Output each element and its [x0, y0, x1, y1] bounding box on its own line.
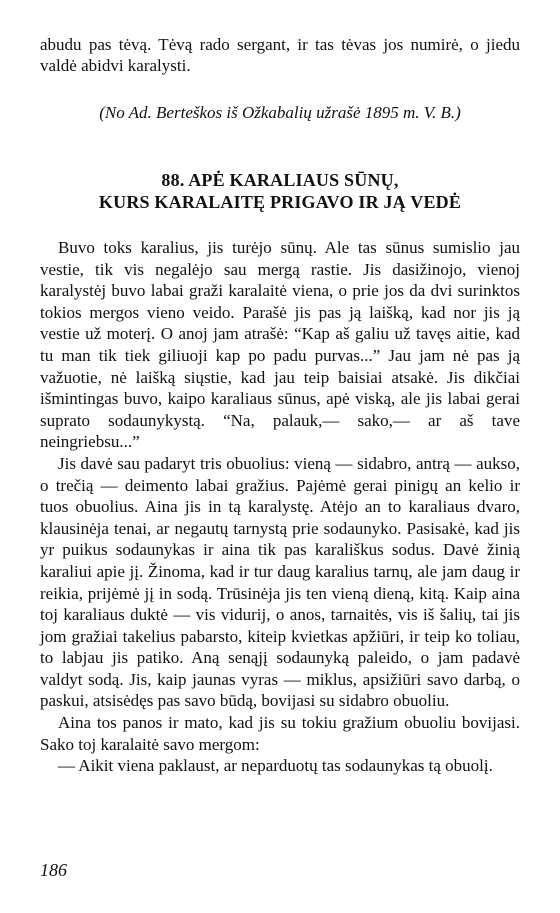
story-paragraph: Buvo toks karalius, jis turėjo sūnų. Ale tas sūnus sumislio jau vestie, tik vis negalėjo sau mergą rastie. Jis dasižinojo, vienoj karalystėj buvo labai graži karalaitė viena, o prie jos da dvi surinktos tokios mergos vieno veido. Parašė jis pas ją laišką, kad nor jis ją vestie už moterį. O anoj jam atrašė: “Kap aš galiu už tavęs aitie, kad tu man tik tiek giliuoji kap po padu purvas...” Jau jam nė pas ją važuotie, nė laišką siųstie, kad jau teip baisiai atsakė. Jis dikčiai išmintingas buvo, kaipo karaliaus sūnus, apė viską, ale jis labai gerai suprato sodaunykystą. “Na, palauk,— sako,— ar aš tave neingriebsu...” [40, 238, 520, 452]
story-title [40, 169, 520, 213]
story-paragraph: Jis davė sau padaryt tris obuolius: vieną — sidabro, antrą — aukso, o trečią — deimento labai gražius. Pajėmė gerai pinigų an kelio ir tuos obuolius. Aina jis in tą karalystę. Atėjo an to karaliaus dvaro, klausinėja tenai, ar negautų tarnystą prie sodaunyko. Pasisakė, kad jis yr puikus sodaunykas ir aina tik pas karališkus sodus. Davė žinią karaliui apie jį. Žinoma, kad ir tur daug karalius tarnų, ale jam daug ir reikia, prijėmė jį in sodą. Trūsinėja jis ten vieną dieną, kitą. Kaip aina toj karaliaus duktė — vis vidurij, o anos, tarnaitės, vis iš šalių, tai jis jom gražiai takelius pabarsto, kiteip kvietkas apžiūri, ir teip ko toliau, to labjau jis patiko. Aną senąjį sodaunyką paleido, o jam padavė valdyt sodą. Jis, kaip jaunas vyras — miklus, apsižiūri savo darbą, o paskui, atsisėdęs pas savo būdą, bovijasi su sidabro obuoliu. [40, 453, 520, 711]
source-note: (No Ad. Berteškos iš Ožkabalių užrašė 1895 m. V. B.) [99, 103, 461, 122]
story-paragraph: Aina tos panos ir mato, kad jis su tokiu gražium obuoliu bovijasi. Sako toj karalaitė savo mergom: [40, 713, 520, 754]
story-title-line-1: 88. APĖ KARALIAUS SŪNŲ, [161, 170, 399, 190]
continuation-paragraph: abudu pas tėvą. Tėvą rado sergant, ir tas tėvas jos numirė, o jiedu valdė abidvi karalysti. [40, 35, 520, 75]
book-page [40, 34, 520, 777]
story-paragraph: — Aikit viena paklaust, ar neparduotų tas sodaunykas tą obuolį. [58, 756, 493, 776]
story-title-line-2: KURS KARALAITĘ PRIGAVO IR JĄ VEDĖ [98, 192, 462, 212]
page-number: 186 [40, 860, 67, 880]
